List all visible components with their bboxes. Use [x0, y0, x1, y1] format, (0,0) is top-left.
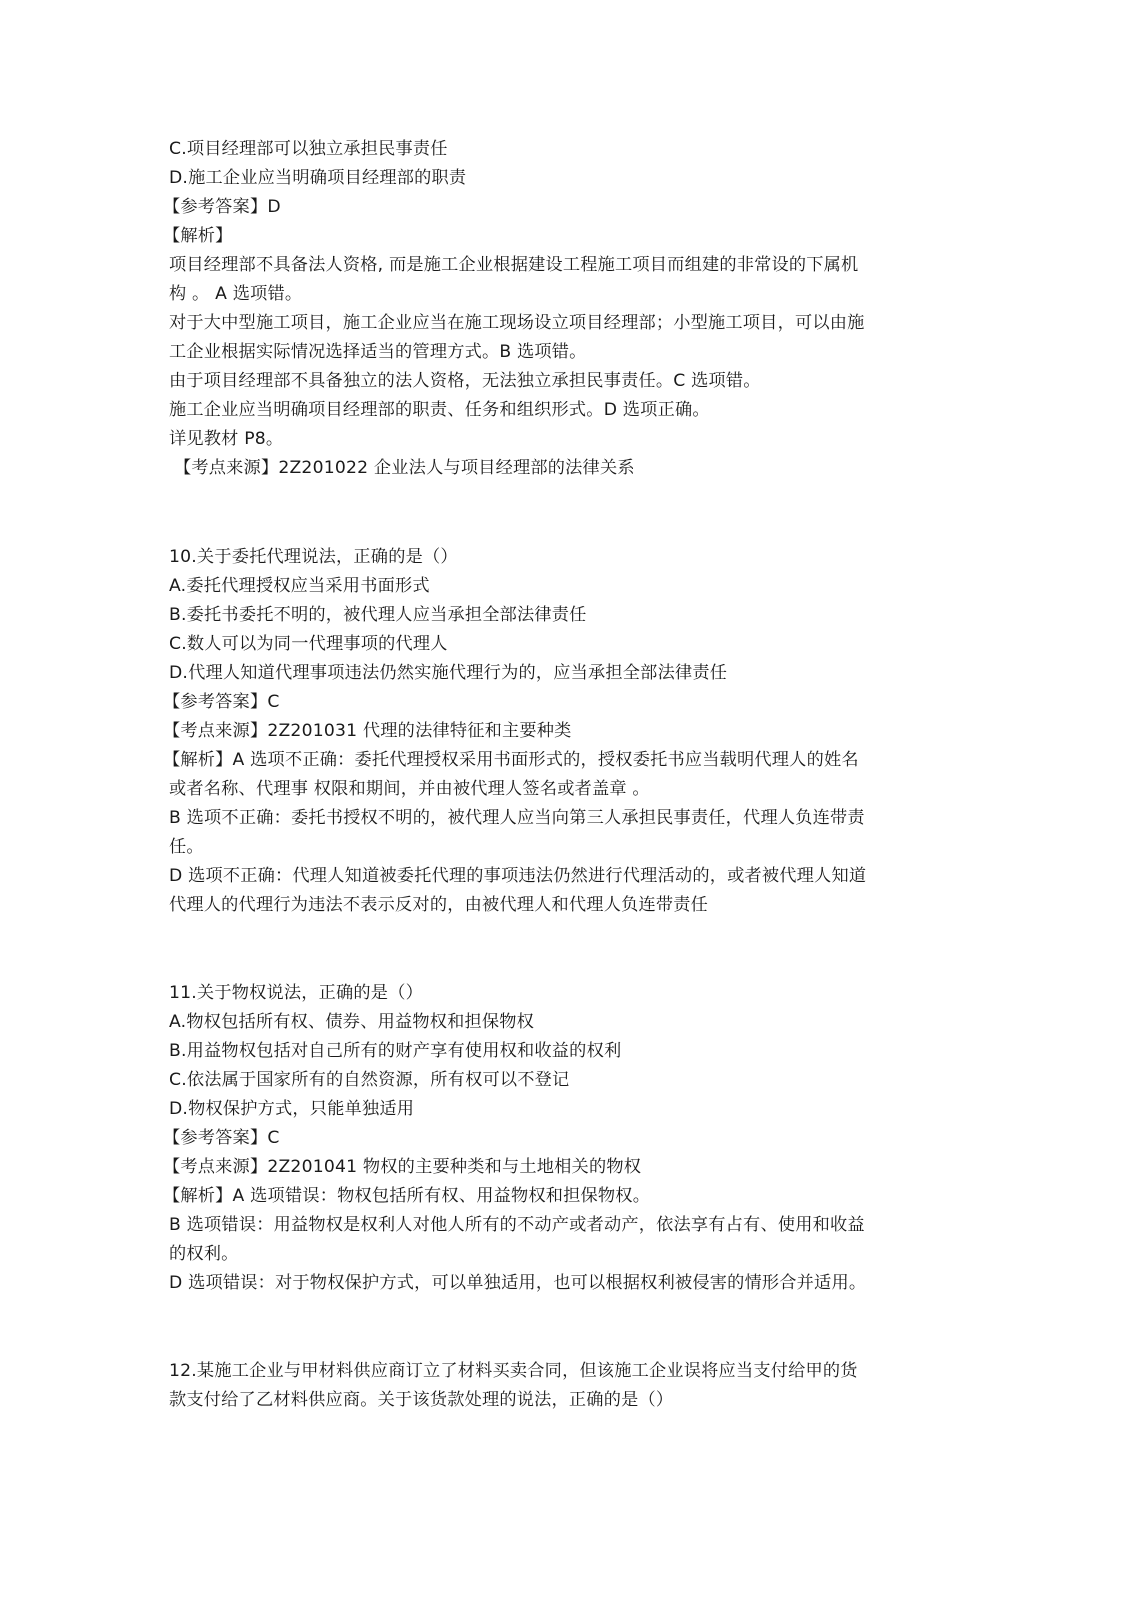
q11-analysis-line: B 选项错误：用益物权是权利人对他人所有的不动产或者动产，依法享有占有、使用和收益 [169, 1215, 865, 1235]
q12-question-line: 12.某施工企业与甲材料供应商订立了材料买卖合同，但该施工企业误将应当支付给甲的货 [169, 1361, 858, 1381]
q11-answer: 【参考答案】C [163, 1128, 280, 1148]
q9-analysis-line: 对于大中型施工项目，施工企业应当在施工现场设立项目经理部；小型施工项目，可以由施 [169, 313, 865, 333]
q11-option-c: C.依法属于国家所有的自然资源，所有权可以不登记 [169, 1070, 570, 1090]
q11-option-d: D.物权保护方式，只能单独适用 [169, 1099, 415, 1119]
q9-analysis-line: 详见教材 P8。 [169, 429, 284, 449]
q11-analysis-line: D 选项错误：对于物权保护方式，可以单独适用，也可以根据权利被侵害的情形合并适用。 [169, 1273, 867, 1293]
q10-analysis-line: 【解析】A 选项不正确：委托代理授权采用书面形式的，授权委托书应当载明代理人的姓名 [163, 750, 859, 770]
q10-analysis-line: 任。 [169, 837, 204, 857]
q10-option-c: C.数人可以为同一代理事项的代理人 [169, 634, 448, 654]
q10-answer: 【参考答案】C [163, 692, 280, 712]
q9-analysis-line: 施工企业应当明确项目经理部的职责、任务和组织形式。D 选项正确。 [169, 400, 710, 420]
q12-question-line: 款支付给了乙材料供应商。关于该货款处理的说法，正确的是（） [169, 1390, 674, 1410]
q11-option-a: A.物权包括所有权、债券、用益物权和担保物权 [169, 1012, 535, 1032]
q9-option-c: C.项目经理部可以独立承担民事责任 [169, 139, 448, 159]
q10-analysis-line: D 选项不正确：代理人知道被委托代理的事项违法仍然进行代理活动的，或者被代理人知道 [169, 866, 867, 886]
q10-question: 10.关于委托代理说法，正确的是（） [169, 547, 458, 567]
q9-analysis-line: 构 。 A 选项错。 [169, 284, 303, 304]
q11-analysis-line: 的权利。 [169, 1244, 239, 1264]
q9-analysis-label: 【解析】 [163, 226, 233, 246]
q11-question: 11.关于物权说法，正确的是（） [169, 983, 423, 1003]
q11-source: 【考点来源】2Z201041 物权的主要种类和与土地相关的物权 [163, 1157, 642, 1177]
q10-option-d: D.代理人知道代理事项违法仍然实施代理行为的，应当承担全部法律责任 [169, 663, 728, 683]
q10-option-a: A.委托代理授权应当采用书面形式 [169, 576, 430, 596]
q10-option-b: B.委托书委托不明的，被代理人应当承担全部法律责任 [169, 605, 587, 625]
q10-analysis-line: 代理人的代理行为违法不表示反对的，由被代理人和代理人负连带责任 [169, 895, 709, 915]
q9-option-d: D.施工企业应当明确项目经理部的职责 [169, 168, 467, 188]
q9-source: 【考点来源】2Z201022 企业法人与项目经理部的法律关系 [174, 458, 635, 478]
q10-analysis-line: 或者名称、代理事 权限和期间，并由被代理人签名或者盖章 。 [169, 779, 650, 799]
q9-analysis-line: 由于项目经理部不具备独立的法人资格，无法独立承担民事责任。C 选项错。 [169, 371, 761, 391]
q9-analysis-line: 项目经理部不具备法人资格, 而是施工企业根据建设工程施工项目而组建的非常设的下属机 [169, 255, 859, 275]
q10-analysis-line: B 选项不正确：委托书授权不明的，被代理人应当向第三人承担民事责任，代理人负连带责 [169, 808, 865, 828]
q9-analysis-line: 工企业根据实际情况选择适当的管理方式。B 选项错。 [169, 342, 587, 362]
q11-analysis-line: 【解析】A 选项错误：物权包括所有权、用益物权和担保物权。 [163, 1186, 651, 1206]
q11-option-b: B.用益物权包括对自己所有的财产享有使用权和收益的权利 [169, 1041, 622, 1061]
q10-source: 【考点来源】2Z201031 代理的法律特征和主要种类 [163, 721, 572, 741]
q9-answer: 【参考答案】D [163, 197, 281, 217]
